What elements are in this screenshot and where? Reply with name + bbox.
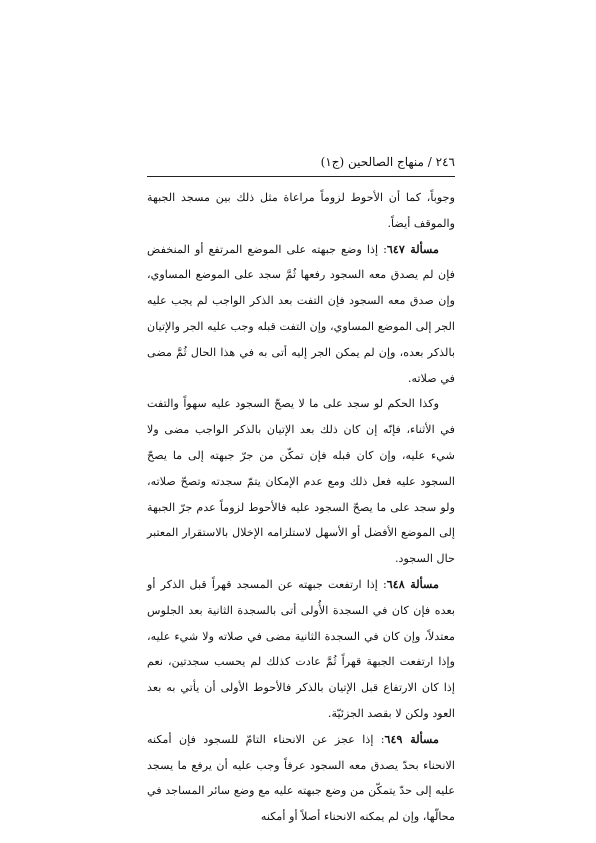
running-header: ٢٤٦ / منهاج الصالحين (ج١) [320,155,455,169]
paragraph-text: : إذا ارتفعت جبهته عن المسجد قهراً قبل الذكر أو بعده فإن كان في السجدة الأُولى أتى بالسجدة الثانية بعد الجلوس معتدلاً، وإن كان في السجدة الثانية مضى في صلاته ولا شيء عليه، وإذا ارتفعت الجبهة قهراً ثُمَّ عادت كذلك لم يحسب سجدتين، نعم إذا كان الارتفاع قبل الإتيان بالذكر فالأحوط الأولى أن يأتي به بعد العود ولكن لا بقصد الجزئيّة. [147,577,455,720]
paragraph-issue-648 [147,572,455,727]
paragraph-text: وجوباً، كما أن الأحوط لزوماً مراعاة مثل ذلك بين مسجد الجبهة والموقف أيضاً. [147,191,455,230]
paragraph-ruling [147,391,455,572]
issue-label: مسألة ٦٤٩ [384,731,440,746]
page-body [147,185,455,830]
paragraph-continuation [147,185,455,237]
paragraph-text: : إذا عجز عن الانحناء التامّ للسجود فإن أمكنه الانحناء بحدّ يصدق معه السجود عرفاً وجب عليه أن يرفع ما يسجد عليه إلى حدّ يتمكّن من وضع جبهته عليه مع وضع سائر المساجد في محالّها، وإن لم يمكنه الانحناء أصلاً أو أمكنه [147,732,455,824]
header-divider [147,176,455,177]
paragraph-text: وكذا الحكم لو سجد على ما لا يصحّ السجود عليه سهواً والتفت في الأثناء، فإنّه إن كان ذلك بعد الإتيان بالذكر الواجب مضى ولا شيء عليه، وإن كان قبله فإن تمكّن من جرّ جبهته إلى ما يصحّ السجود عليه فعل ذلك ومع عدم الإمكان يتمّ سجدته وتصحّ صلاته، ولو سجد على ما يصحّ السجود عليه فالأحوط لزوماً عدم جرّ الجبهة إلى الموضع الأفضل أو الأسهل لاستلزامه الإخلال بالاستقرار المعتبر حال السجود. [147,397,455,566]
page-header [147,152,455,172]
issue-label: مسألة ٦٤٧ [386,241,439,256]
paragraph-text: : إذا وضع جبهته على الموضع المرتفع أو المنخفض فإن لم يصدق معه السجود رفعها ثُمَّ سجد على الموضع المساوي، وإن صدق معه السجود فإن التفت بعد الذكر الواجب لم يجب عليه الجر إلى الموضع المساوي، وإن التفت قبله وجب عليه الجر والإتيان بالذكر بعده، وإن لم يمكن الجر إليه أتى به في هذا الحال ثُمَّ مضى في صلاته. [147,242,455,385]
paragraph-issue-649 [147,727,455,830]
paragraph-issue-647 [147,237,455,392]
issue-label: مسألة ٦٤٨ [386,576,439,591]
